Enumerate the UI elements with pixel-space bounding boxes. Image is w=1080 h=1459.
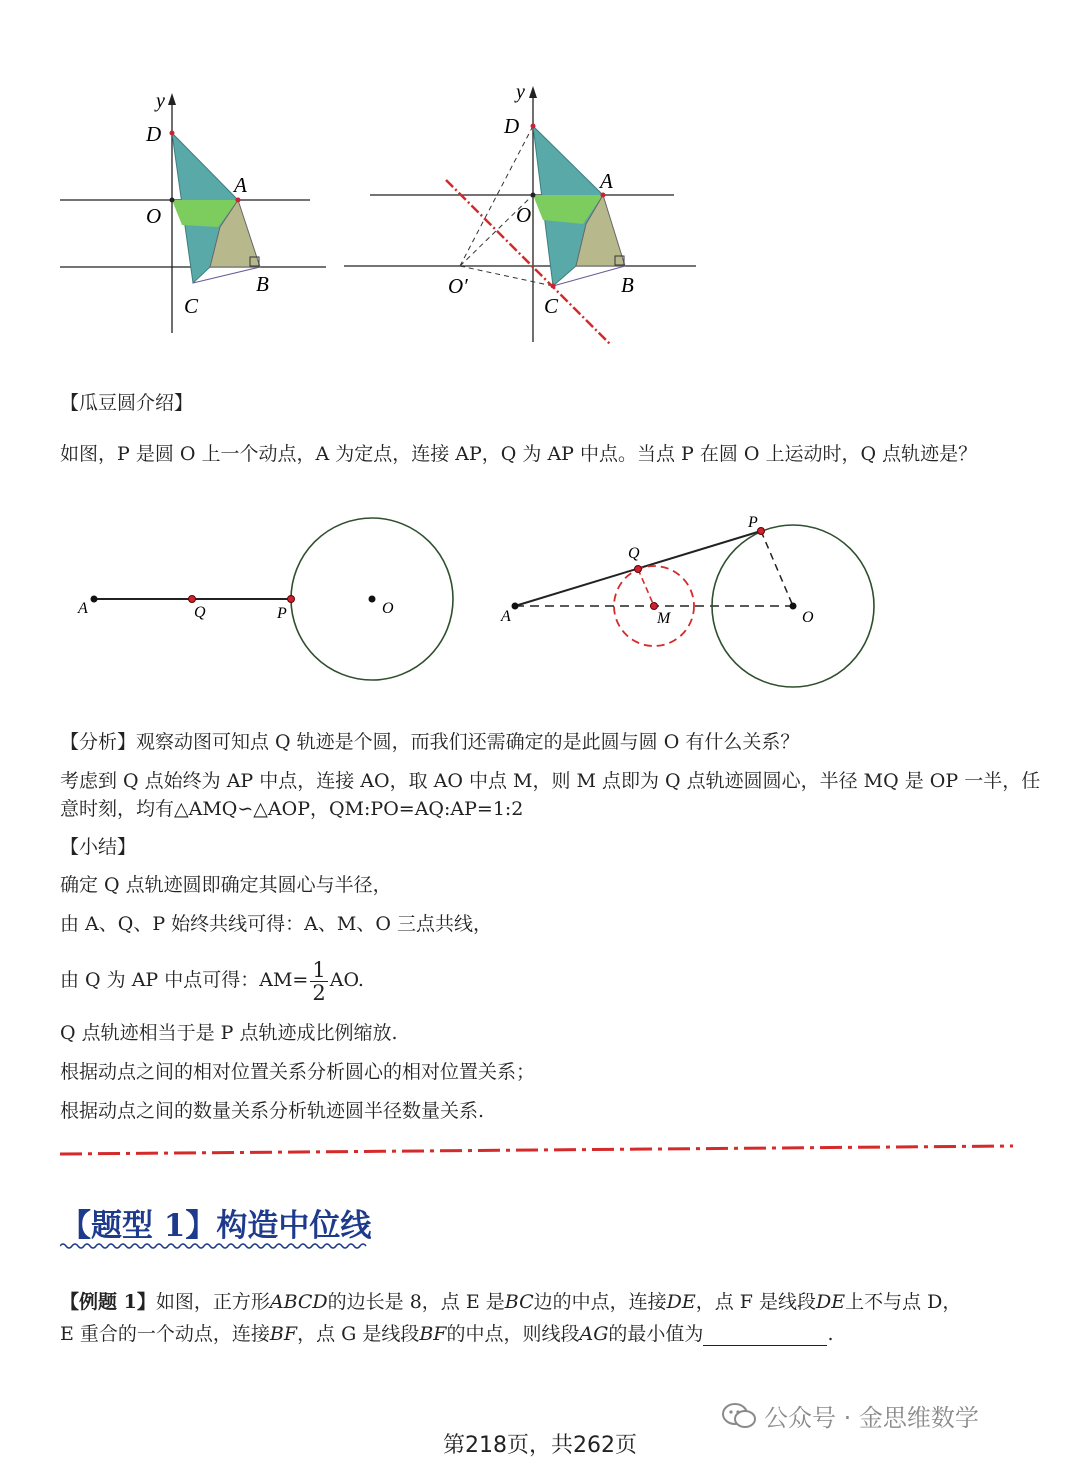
example-text: 的中点，则线段 <box>446 1323 580 1345</box>
math-bc: BC <box>504 1291 534 1313</box>
divider-dash-dot <box>58 1140 1018 1164</box>
analysis-line-3: 意时刻，均有△AMQ∽△AOP，QM:PO=AQ:AP=1:2 <box>60 798 524 820</box>
heading-wavy-underline <box>60 1242 370 1250</box>
summary-line-3-suffix: AO. <box>329 969 364 991</box>
point-label-o-3: O <box>382 600 394 617</box>
example-line-2 <box>60 1322 833 1346</box>
point-label-o: O <box>146 204 162 228</box>
math-de: DE <box>816 1291 846 1313</box>
fraction-numerator: 1 <box>312 957 326 982</box>
math-bf: BF <box>419 1323 447 1345</box>
summary-title: 【小结】 <box>60 836 137 858</box>
point-label-o-2: O <box>516 203 532 227</box>
example-line-1 <box>60 1290 961 1314</box>
point-label-a-2: A <box>600 169 613 193</box>
summary-line-3-prefix: 由 Q 为 AP 中点可得：AM= <box>60 969 309 991</box>
example-text: 如图，正方形 <box>155 1291 270 1313</box>
figure-circle-locus <box>495 505 895 700</box>
point-label-b: B <box>256 272 269 296</box>
point-label-d: D <box>146 122 162 146</box>
math-bf: BF <box>269 1323 298 1345</box>
summary-line-2: 由 A、Q、P 始终共线可得：A、M、O 三点共线， <box>60 913 492 935</box>
type-heading-text: 【题型 1】构造中位线 <box>60 1208 372 1244</box>
example-text: E 重合的一个动点，连接 <box>60 1323 270 1345</box>
summary-line-3 <box>60 955 364 1005</box>
example-text: 上不与点 D， <box>845 1291 962 1313</box>
summary-line-1: 确定 Q 点轨迹圆即确定其圆心与半径， <box>60 874 392 896</box>
point-label-q-3: Q <box>194 604 206 621</box>
point-label-p-3: P <box>277 605 287 622</box>
example-text: 边的中点，连接 <box>533 1291 667 1313</box>
wechat-icon <box>722 1402 756 1430</box>
page-footer: 第218页，共262页 <box>443 1433 637 1458</box>
example-text: 的边长是 8，点 E 是 <box>327 1291 505 1313</box>
figure-circle-static <box>70 505 470 695</box>
example-label: 【例题 1】 <box>60 1291 156 1313</box>
point-label-a-4: A <box>501 608 511 625</box>
point-label-c-2: C <box>544 294 559 318</box>
point-label-a-3: A <box>78 600 88 617</box>
example-text: 的最小值为 <box>608 1323 704 1345</box>
y-axis-label-2: y <box>516 81 525 103</box>
analysis-line-2: 考虑到 Q 点始终为 AP 中点，连接 AO，取 AO 中点 M，则 M 点即为 Q 点轨迹圆圆心，半径 MQ 是 OP 一半，任 <box>60 770 1041 792</box>
watermark-text: 公众号 · 金思维数学 <box>764 1404 979 1432</box>
figure-coordinate-1 <box>50 85 340 345</box>
point-label-a: A <box>234 173 247 197</box>
point-label-oprime: O′ <box>448 274 468 298</box>
point-label-o-4: O <box>802 609 814 626</box>
math-ag: AG <box>579 1323 609 1345</box>
analysis-line-1: 【分析】观察动图可知点 Q 轨迹是个圆，而我们还需确定的是此圆与圆 O 有什么关系？ <box>60 731 800 753</box>
summary-line-6: 根据动点之间的数量关系分析轨迹圆半径数量关系. <box>60 1100 485 1122</box>
fraction-one-half <box>310 959 327 1004</box>
summary-line-5: 根据动点之间的相对位置关系分析圆心的相对位置关系； <box>60 1061 536 1083</box>
example-text: ，点 G 是线段 <box>297 1323 420 1345</box>
point-label-q-4: Q <box>628 545 640 562</box>
point-label-b-2: B <box>621 273 634 297</box>
answer-blank[interactable] <box>703 1327 827 1346</box>
math-abcd: ABCD <box>269 1291 328 1313</box>
section-intro-title: 【瓜豆圆介绍】 <box>60 392 194 414</box>
point-label-p-4: P <box>748 514 758 531</box>
point-label-d-2: D <box>504 114 520 138</box>
example-text: . <box>827 1323 834 1345</box>
point-label-m-4: M <box>657 610 671 627</box>
example-text: ，点 F 是线段 <box>695 1291 816 1313</box>
math-de: DE <box>666 1291 696 1313</box>
figure-coordinate-2 <box>340 78 710 353</box>
summary-line-4: Q 点轨迹相当于是 P 点轨迹成比例缩放. <box>60 1022 398 1044</box>
section-intro-question: 如图，P 是圆 O 上一个动点，A 为定点，连接 AP，Q 为 AP 中点。当点 P 在圆 O 上运动时，Q 点轨迹是？ <box>60 443 978 465</box>
fraction-denominator: 2 <box>312 980 326 1005</box>
y-axis-label: y <box>156 90 165 112</box>
point-label-c: C <box>184 294 199 318</box>
type-heading <box>60 1206 371 1246</box>
